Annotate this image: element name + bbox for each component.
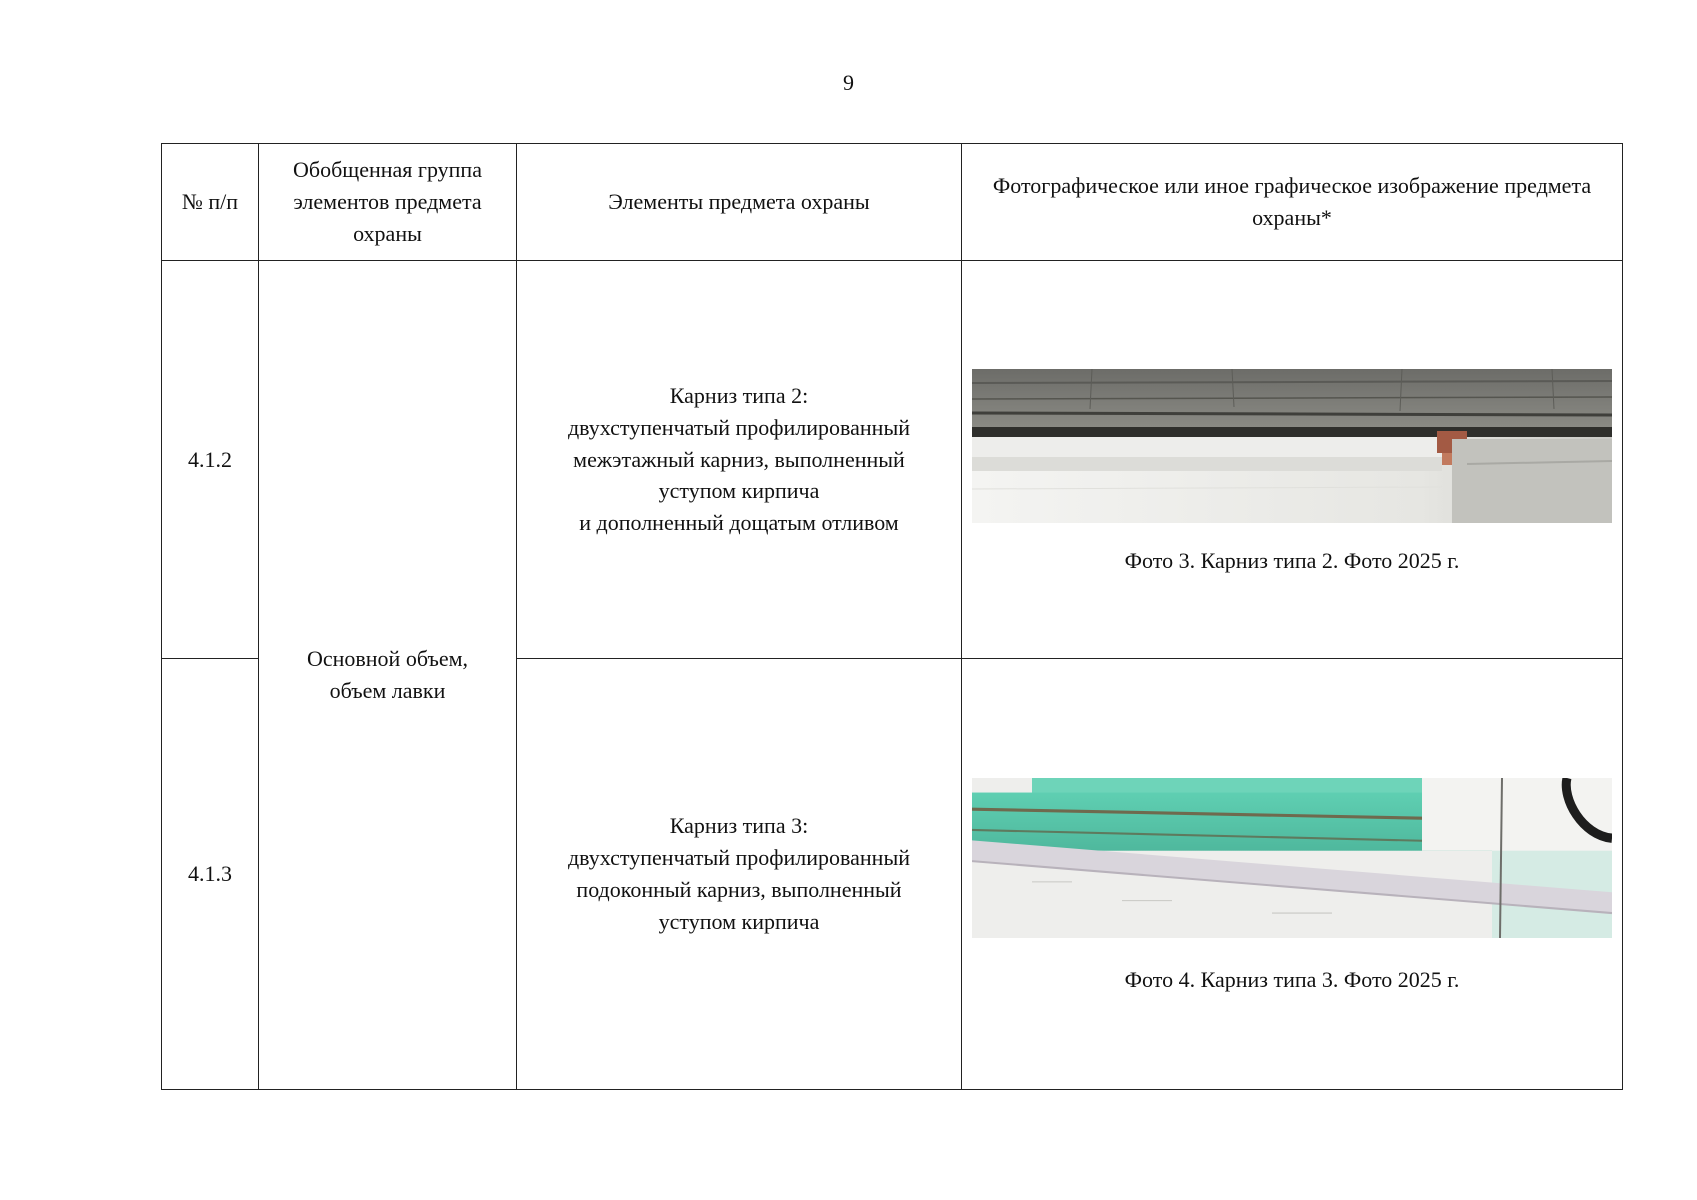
photo-cell: [962, 659, 1623, 1090]
element-line: Карниз типа 3:: [669, 813, 809, 839]
element-description: [517, 261, 962, 659]
element-description: [517, 659, 962, 1090]
header-group: Обобщенная группа элементов предмета охраны: [259, 144, 517, 261]
element-line: двухступенчатый профилированный: [567, 414, 911, 440]
element-line: Карниз типа 2:: [669, 382, 809, 408]
photo-caption: Фото 3. Карниз типа 2. Фото 2025 г.: [1124, 547, 1460, 573]
group-cell: Основной объем, объем лавки: [259, 261, 517, 1090]
row-number: 4.1.3: [162, 659, 259, 1090]
header-num: № п/п: [162, 144, 259, 261]
table-row: [162, 261, 1623, 659]
cornice-type-3-photo: [972, 778, 1612, 938]
element-line: подоконный карниз, выполненный: [576, 877, 902, 902]
page-number: 9: [843, 70, 854, 95]
table-header-row: [162, 144, 1623, 261]
row-number: 4.1.2: [162, 261, 259, 659]
photo-cell: [962, 261, 1623, 659]
element-line: и дополненный дощатым отливом: [579, 510, 899, 536]
heritage-elements-table: [161, 143, 1623, 1090]
cornice-type-2-photo: [972, 369, 1612, 523]
element-line: уступом кирпича: [658, 908, 820, 934]
header-elements: Элементы предмета охраны: [517, 144, 962, 261]
element-line: межэтажный карниз, выполненный: [573, 446, 905, 472]
header-photo: Фотографическое или иное графическое изображение предмета охраны*: [962, 144, 1623, 261]
element-line: двухступенчатый профилированный: [567, 845, 911, 871]
element-line: уступом кирпича: [658, 478, 820, 504]
photo-caption: Фото 4. Карниз типа 3. Фото 2025 г.: [1124, 967, 1460, 993]
